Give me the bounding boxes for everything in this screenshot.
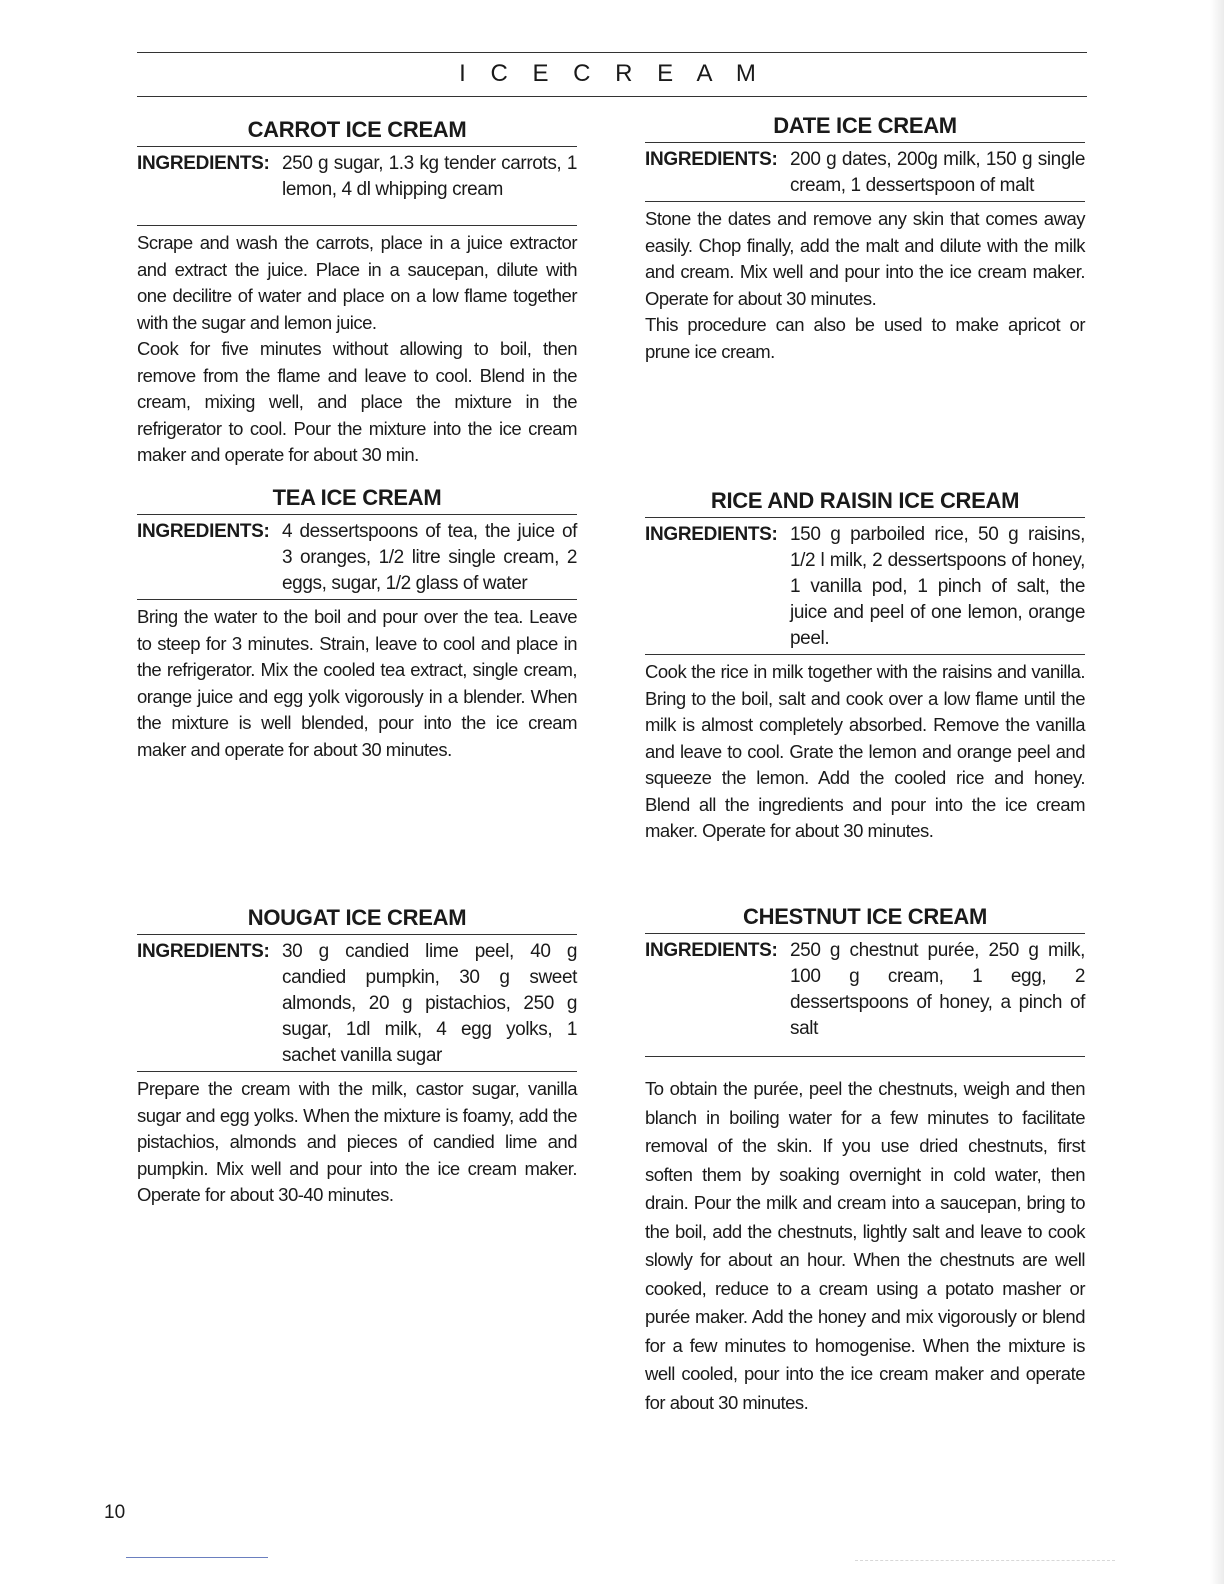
recipe-tea [137,484,577,763]
method-text [645,1075,1085,1417]
ingredients-label: INGREDIENTS: [137,153,270,174]
footer-scan-mark [855,1560,1115,1561]
ingredients-label: INGREDIENTS: [645,149,778,170]
method-paragraph: Prepare the cream with the milk, castor sugar, vanilla sugar and egg yolks. When the mixture is foamy, add the pistachios, almonds and pieces of candied lime and pumpkin. Mix well and pour into the ice cream maker. Operate for about 30-40 minutes. [137,1078,577,1205]
ingredients-text: 150 g parboiled rice, 50 g raisins, 1/2 l milk, 2 dessertspoons of honey, 1 vanilla pod, 1 pinch of salt, the juice and peel of one lemon, orange peel. [790,524,1085,649]
method-text [137,230,577,469]
ingredients-label: INGREDIENTS: [137,521,270,542]
method-text [645,659,1085,845]
recipe-title: RICE AND RAISIN ICE CREAM [645,487,1085,518]
recipe-title: DATE ICE CREAM [645,112,1085,143]
ingredients-text: 250 g sugar, 1.3 kg tender carrots, 1 lemon, 4 dl whipping cream [282,153,577,200]
separator [137,225,577,226]
header-top-rule [137,52,1087,53]
method-text [137,1076,577,1209]
page-number: 10 [104,1502,126,1523]
method-paragraph: Cook for five minutes without allowing to boil, then remove from the flame and leave to cool. Blend in the cream, mixing well, and place the mixture in the refrigerator to cool. Pour the mixture into the ice cream maker and operate for about 30 min. [137,338,577,465]
ingredients-row [645,147,1085,199]
ingredients-row [645,938,1085,1042]
recipe-chestnut [645,903,1085,1417]
recipe-nougat [137,904,577,1209]
separator [137,599,577,600]
ingredients-label: INGREDIENTS: [137,941,270,962]
recipe-title: CARROT ICE CREAM [137,116,577,147]
ingredients-row [137,151,577,203]
recipe-title: CHESTNUT ICE CREAM [645,903,1085,934]
recipe-title: NOUGAT ICE CREAM [137,904,577,935]
separator [645,201,1085,202]
ingredients-text: 250 g chestnut purée, 250 g milk, 100 g cream, 1 egg, 2 dessertspoons of honey, a pinch of salt [790,940,1085,1039]
method-paragraph: This procedure can also be used to make apricot or prune ice cream. [645,314,1085,362]
separator [137,1071,577,1072]
header-bottom-rule [137,96,1087,97]
ingredients-label: INGREDIENTS: [645,940,778,961]
ingredients-row [137,939,577,1069]
method-paragraph: To obtain the purée, peel the chestnuts, weigh and then blanch in boiling water for a few minutes to facilitate removal of the skin. If you use dried chestnuts, first soften them by soaking overnight in cold water, then drain. Pour the milk and cream into a saucepan, bring to the boil, add the chestnuts, lightly salt and leave to cook slowly for about an hour. When the chestnuts are well cooked, reduce to a cream using a potato masher or purée maker. Add the honey and mix vigorously or blend for a few minutes to homogenise. When the mixture is well cooled, pour into the ice cream maker and operate for about 30 minutes. [645,1078,1085,1413]
recipe-carrot [137,116,577,469]
page-edge-shadow [1210,0,1224,1584]
method-text [137,604,577,763]
ingredients-text: 4 dessertspoons of tea, the juice of 3 oranges, 1/2 litre single cream, 2 eggs, sugar, 1/2 glass of water [282,521,577,594]
method-paragraph: Cook the rice in milk together with the raisins and vanilla. Bring to the boil, salt and cook over a low flame until the milk is almost completely absorbed. Remove the vanilla and leave to cool. Grate the lemon and orange peel and squeeze the lemon. Add the cooled rice and honey. Blend all the ingredients and pour into the ice cream maker. Operate for about 30 minutes. [645,661,1085,841]
recipe-date [645,112,1085,365]
recipe-rice-and-raisin [645,487,1085,845]
separator [645,654,1085,655]
ingredients-label: INGREDIENTS: [645,524,778,545]
method-text [645,206,1085,365]
ingredients-text: 30 g candied lime peel, 40 g candied pumpkin, 30 g sweet almonds, 20 g pistachios, 250 g sugar, 1dl milk, 4 egg yolks, 1 sachet vanilla sugar [282,941,577,1066]
method-paragraph: Scrape and wash the carrots, place in a juice extractor and extract the juice. Place in a saucepan, dilute with one decilitre of water and place on a low flame together with the sugar and lemon juice. [137,232,577,333]
ingredients-row [137,519,577,597]
recipe-title: TEA ICE CREAM [137,484,577,515]
ingredients-text: 200 g dates, 200g milk, 150 g single cream, 1 dessertspoon of malt [790,149,1085,196]
method-paragraph: Bring the water to the boil and pour over the tea. Leave to steep for 3 minutes. Strain, leave to cool and place in the refrigerator. Mix the cooled tea extract, single cream, orange juice and egg yolk vigorously in a blender. When the mixture is well blended, pour into the ice cream maker and operate for about 30 minutes. [137,606,577,760]
page-title: I C E C R E A M [459,60,765,87]
method-paragraph: Stone the dates and remove any skin that comes away easily. Chop finally, add the malt and dilute with the milk and cream. Mix well and pour into the ice cream maker. Operate for about 30 minutes. [645,208,1085,309]
separator [645,1056,1085,1057]
footer-rule [126,1557,268,1558]
ingredients-row [645,522,1085,652]
